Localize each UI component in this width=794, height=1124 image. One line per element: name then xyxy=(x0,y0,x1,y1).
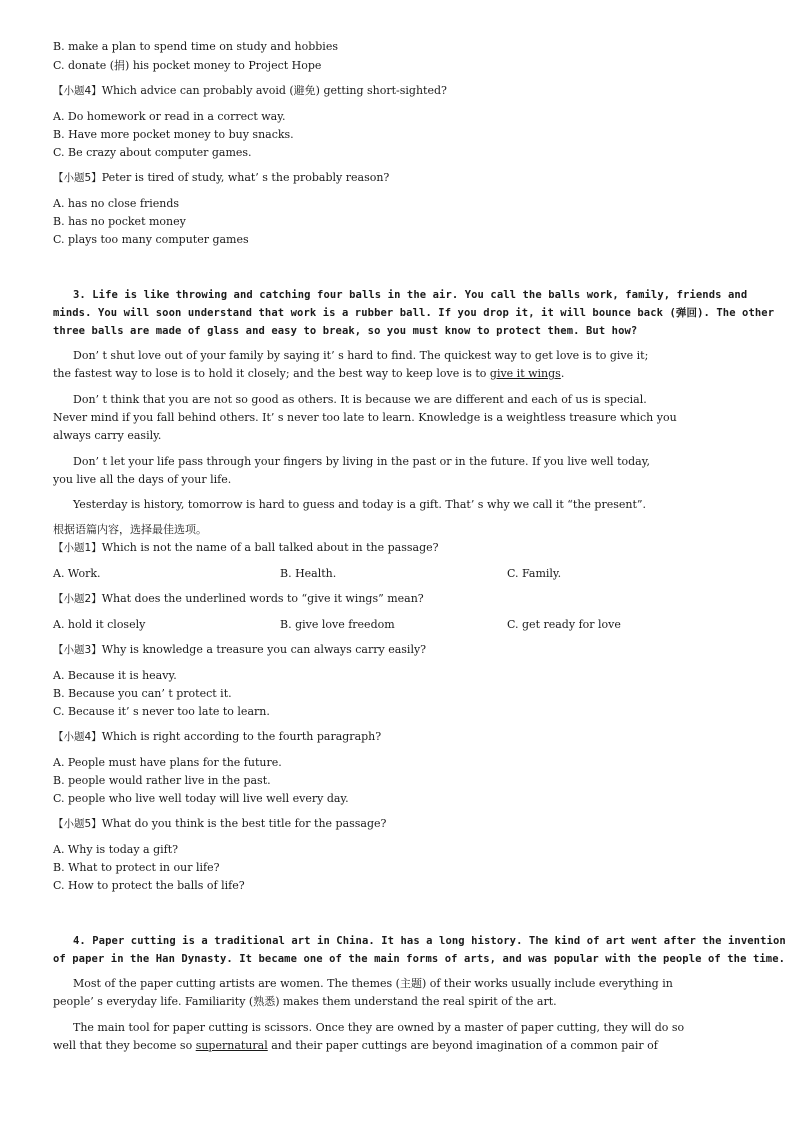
text-run: . xyxy=(560,367,565,380)
question-text: Why is knowledge a treasure you can always carry easily? xyxy=(101,643,427,656)
s2-q5-option-a: A. has no close friends xyxy=(53,197,180,210)
s3-q5-question xyxy=(53,817,386,831)
s3-intro-line-2: minds. You will soon understand that work is a rubber ball. If you drop it, it will bounce back (弹回). The other xyxy=(53,307,775,319)
s2-q5-option-b: B. has no pocket money xyxy=(53,215,186,228)
s2-q3-option-b: B. make a plan to spend time on study and hobbies xyxy=(53,40,338,53)
s3-intro-line-3: three balls are made of glass and easy to break, so you must know to protect them. But how? xyxy=(53,325,638,337)
s2-q4-option-c: C. Be crazy about computer games. xyxy=(53,146,252,159)
s3-p1-line-2 xyxy=(53,367,564,381)
question-text: Which is right according to the fourth paragraph? xyxy=(101,730,382,743)
question-text: Peter is tired of study, what’ s the probably reason? xyxy=(101,171,390,184)
underlined-word: supernatural xyxy=(195,1039,268,1052)
question-label: 【小题1】 xyxy=(53,542,102,554)
question-label: 【小题2】 xyxy=(53,593,102,605)
option-b: B. give love freedom xyxy=(280,618,395,631)
s4-intro-line-1: 4. Paper cutting is a traditional art in China. It has a long history. The kind of art went after the invention xyxy=(73,935,786,947)
s3-q2-question xyxy=(53,592,424,606)
s3-q4-option-b: B. people would rather live in the past. xyxy=(53,774,271,787)
s3-q4-option-c: C. people who live well today will live well every day. xyxy=(53,792,349,805)
s4-intro-line-2: of paper in the Han Dynasty. It became one of the main forms of arts, and was popular with the people of the time. xyxy=(53,953,786,965)
option-a: A. hold it closely xyxy=(53,618,146,631)
s3-p2-line-1: Don’ t think that you are not so good as others. It is because we are different and each of us is special. xyxy=(73,393,647,406)
s3-q3-option-a: A. Because it is heavy. xyxy=(53,669,177,682)
s3-p2-line-3: always carry easily. xyxy=(53,429,162,442)
s2-q3-option-c: C. donate (捐) his pocket money to Project Hope xyxy=(53,59,322,72)
question-label: 【小题5】 xyxy=(53,172,102,184)
question-text: Which is not the name of a ball talked about in the passage? xyxy=(101,541,439,554)
s3-p1-line-1: Don’ t shut love out of your family by saying it’ s hard to find. The quickest way to get love is to give it; xyxy=(73,349,649,362)
option-a: A. Work. xyxy=(53,567,101,580)
s3-q2-options xyxy=(53,618,753,632)
option-c: C. Family. xyxy=(507,567,562,580)
s3-q1-options xyxy=(53,567,753,581)
s3-q5-option-a: A. Why is today a gift? xyxy=(53,843,179,856)
s3-instruction: 根据语篇内容，选择最佳选项。 xyxy=(53,523,207,536)
text-run: well that they become so xyxy=(53,1039,196,1052)
s3-q3-option-b: B. Because you can’ t protect it. xyxy=(53,687,232,700)
s2-q5-option-c: C. plays too many computer games xyxy=(53,233,249,246)
s3-q1-question xyxy=(53,541,439,555)
text-run: and their paper cuttings are beyond imagination of a common pair of xyxy=(267,1039,658,1052)
s2-q5-question xyxy=(53,171,389,185)
question-text: What does the underlined words to “give it wings” mean? xyxy=(101,592,424,605)
underlined-phrase: give it wings xyxy=(489,367,561,380)
question-text: What do you think is the best title for the passage? xyxy=(101,817,387,830)
s3-intro-line-1: 3. Life is like throwing and catching four balls in the air. You call the balls work, family, friends and xyxy=(73,289,748,301)
s3-p2-line-2: Never mind if you fall behind others. It’ s never too late to learn. Knowledge is a weightless treasure which you xyxy=(53,411,677,424)
option-c: C. get ready for love xyxy=(507,618,621,631)
s3-q4-option-a: A. People must have plans for the future. xyxy=(53,756,282,769)
s3-q4-question xyxy=(53,730,381,744)
s3-q5-option-b: B. What to protect in our life? xyxy=(53,861,220,874)
s2-q4-question xyxy=(53,84,447,98)
s2-q4-option-a: A. Do homework or read in a correct way. xyxy=(53,110,286,123)
s3-p3-line-2: you live all the days of your life. xyxy=(53,473,232,486)
s4-p1-line-1: Most of the paper cutting artists are women. The themes (主题) of their works usually include everything in xyxy=(73,977,673,990)
question-label: 【小题3】 xyxy=(53,644,102,656)
s2-q4-option-b: B. Have more pocket money to buy snacks. xyxy=(53,128,294,141)
s4-p2-line-2 xyxy=(53,1039,658,1053)
s3-q5-option-c: C. How to protect the balls of life? xyxy=(53,879,245,892)
question-label: 【小题4】 xyxy=(53,85,102,97)
question-label: 【小题5】 xyxy=(53,818,102,830)
s3-p4: Yesterday is history, tomorrow is hard to guess and today is a gift. That’ s why we call it “the present”. xyxy=(73,498,646,511)
s4-p1-line-2: people’ s everyday life. Familiarity (熟悉) makes them understand the real spirit of the art. xyxy=(53,995,557,1008)
option-b: B. Health. xyxy=(280,567,337,580)
s3-q3-option-c: C. Because it’ s never too late to learn. xyxy=(53,705,270,718)
question-label: 【小题4】 xyxy=(53,731,102,743)
s3-q3-question xyxy=(53,643,426,657)
s4-p2-line-1: The main tool for paper cutting is scissors. Once they are owned by a master of paper cutting, they will do so xyxy=(73,1021,685,1034)
s3-p3-line-1: Don’ t let your life pass through your fingers by living in the past or in the future. If you live well today, xyxy=(73,455,650,468)
question-text: Which advice can probably avoid (避免) getting short-sighted? xyxy=(101,84,447,97)
text-run: the fastest way to lose is to hold it closely; and the best way to keep love is to xyxy=(53,367,490,380)
